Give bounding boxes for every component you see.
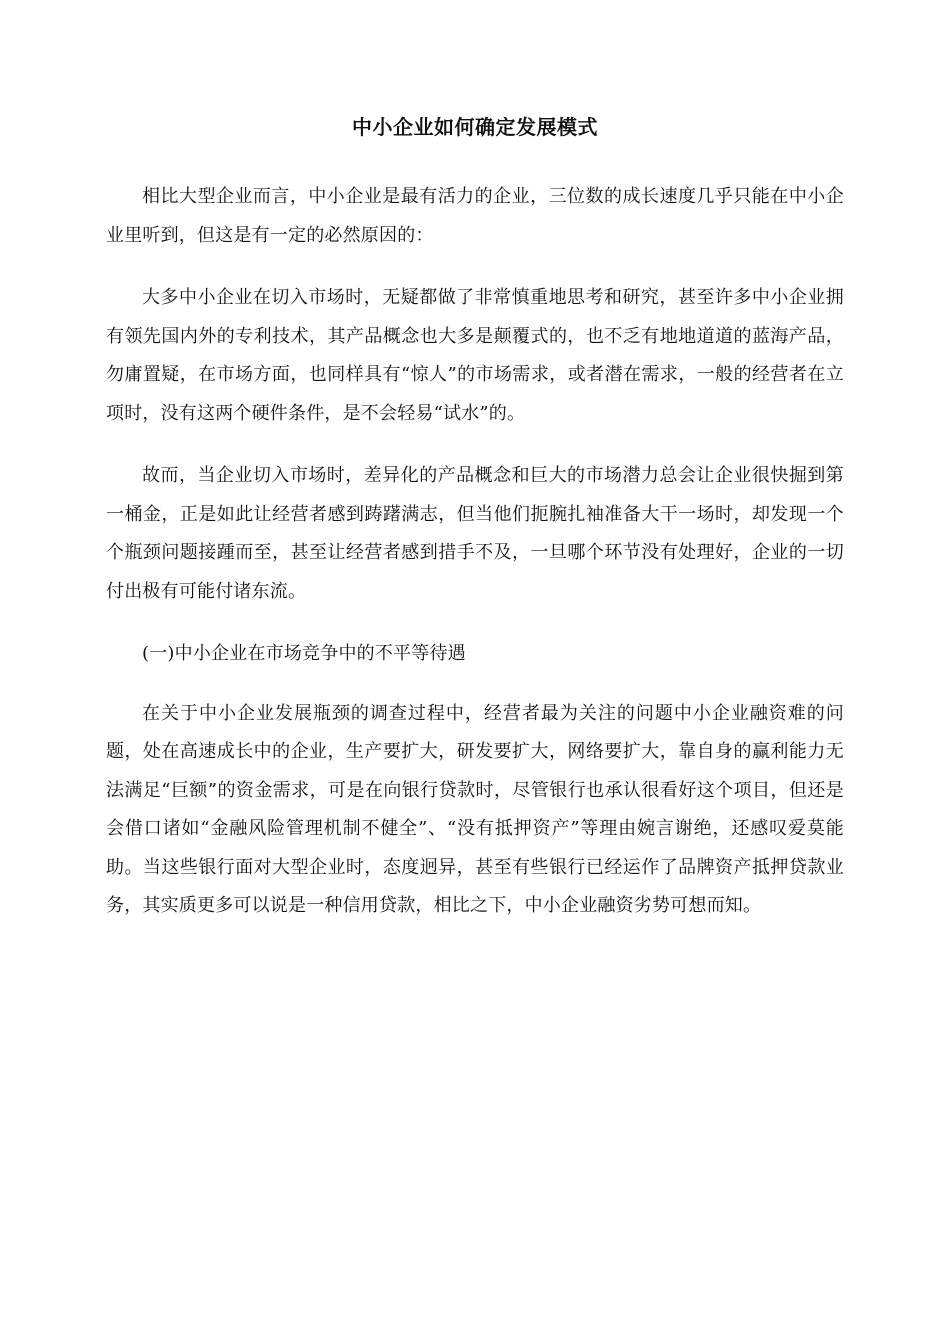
paragraph-intro: 相比大型企业而言，中小企业是最有活力的企业，三位数的成长速度几乎只能在中小企业里听到，但这是有一定的必然原因的： [106,186,844,246]
document-title: 中小企业如何确定发展模式 [352,115,598,139]
document-body [106,178,844,950]
paragraph-financing: 在关于中小企业发展瓶颈的调查过程中，经营者最为关注的问题中小企业融资难的问题，处在高速成长中的企业，生产要扩大，研发要扩大，网络要扩大，靠自身的赢利能力无法满足“巨额”的资金需求，可是在向银行贷款时，尽管银行也承认很看好这个项目，但还是会借口诸如“金融风险管理机制不健全”、“没有抵押资产”等理由婉言谢绝，还感叹爱莫能助。当这些银行面对大型企业时，态度迥异，甚至有些银行已经运作了品牌资产抵押贷款业务，其实质更多可以说是一种信用贷款，相比之下，中小企业融资劣势可想而知。 [106,702,844,916]
paragraph-bottlenecks: 故而，当企业切入市场时，差异化的产品概念和巨大的市场潜力总会让企业很快掘到第一桶金，正是如此让经营者感到踌躇满志，但当他们扼腕扎袖准备大干一场时，却发现一个个瓶颈问题接踵而至，甚至让经营者感到措手不及，一旦哪个环节没有处理好，企业的一切付出极有可能付诸东流。 [106,465,844,602]
paragraph-market-entry: 大多中小企业在切入市场时，无疑都做了非常慎重地思考和研究，甚至许多中小企业拥有领先国内外的专利技术，其产品概念也大多是颠覆式的，也不乏有地地道道的蓝海产品，勿庸置疑，在市场方面，也同样具有“惊人”的市场需求，或者潜在需求，一般的经营者在立项时，没有这两个硬件条件，是不会轻易“试水”的。 [106,287,844,424]
section-heading: (一)中小企业在市场竞争中的不平等待遇 [142,643,466,664]
